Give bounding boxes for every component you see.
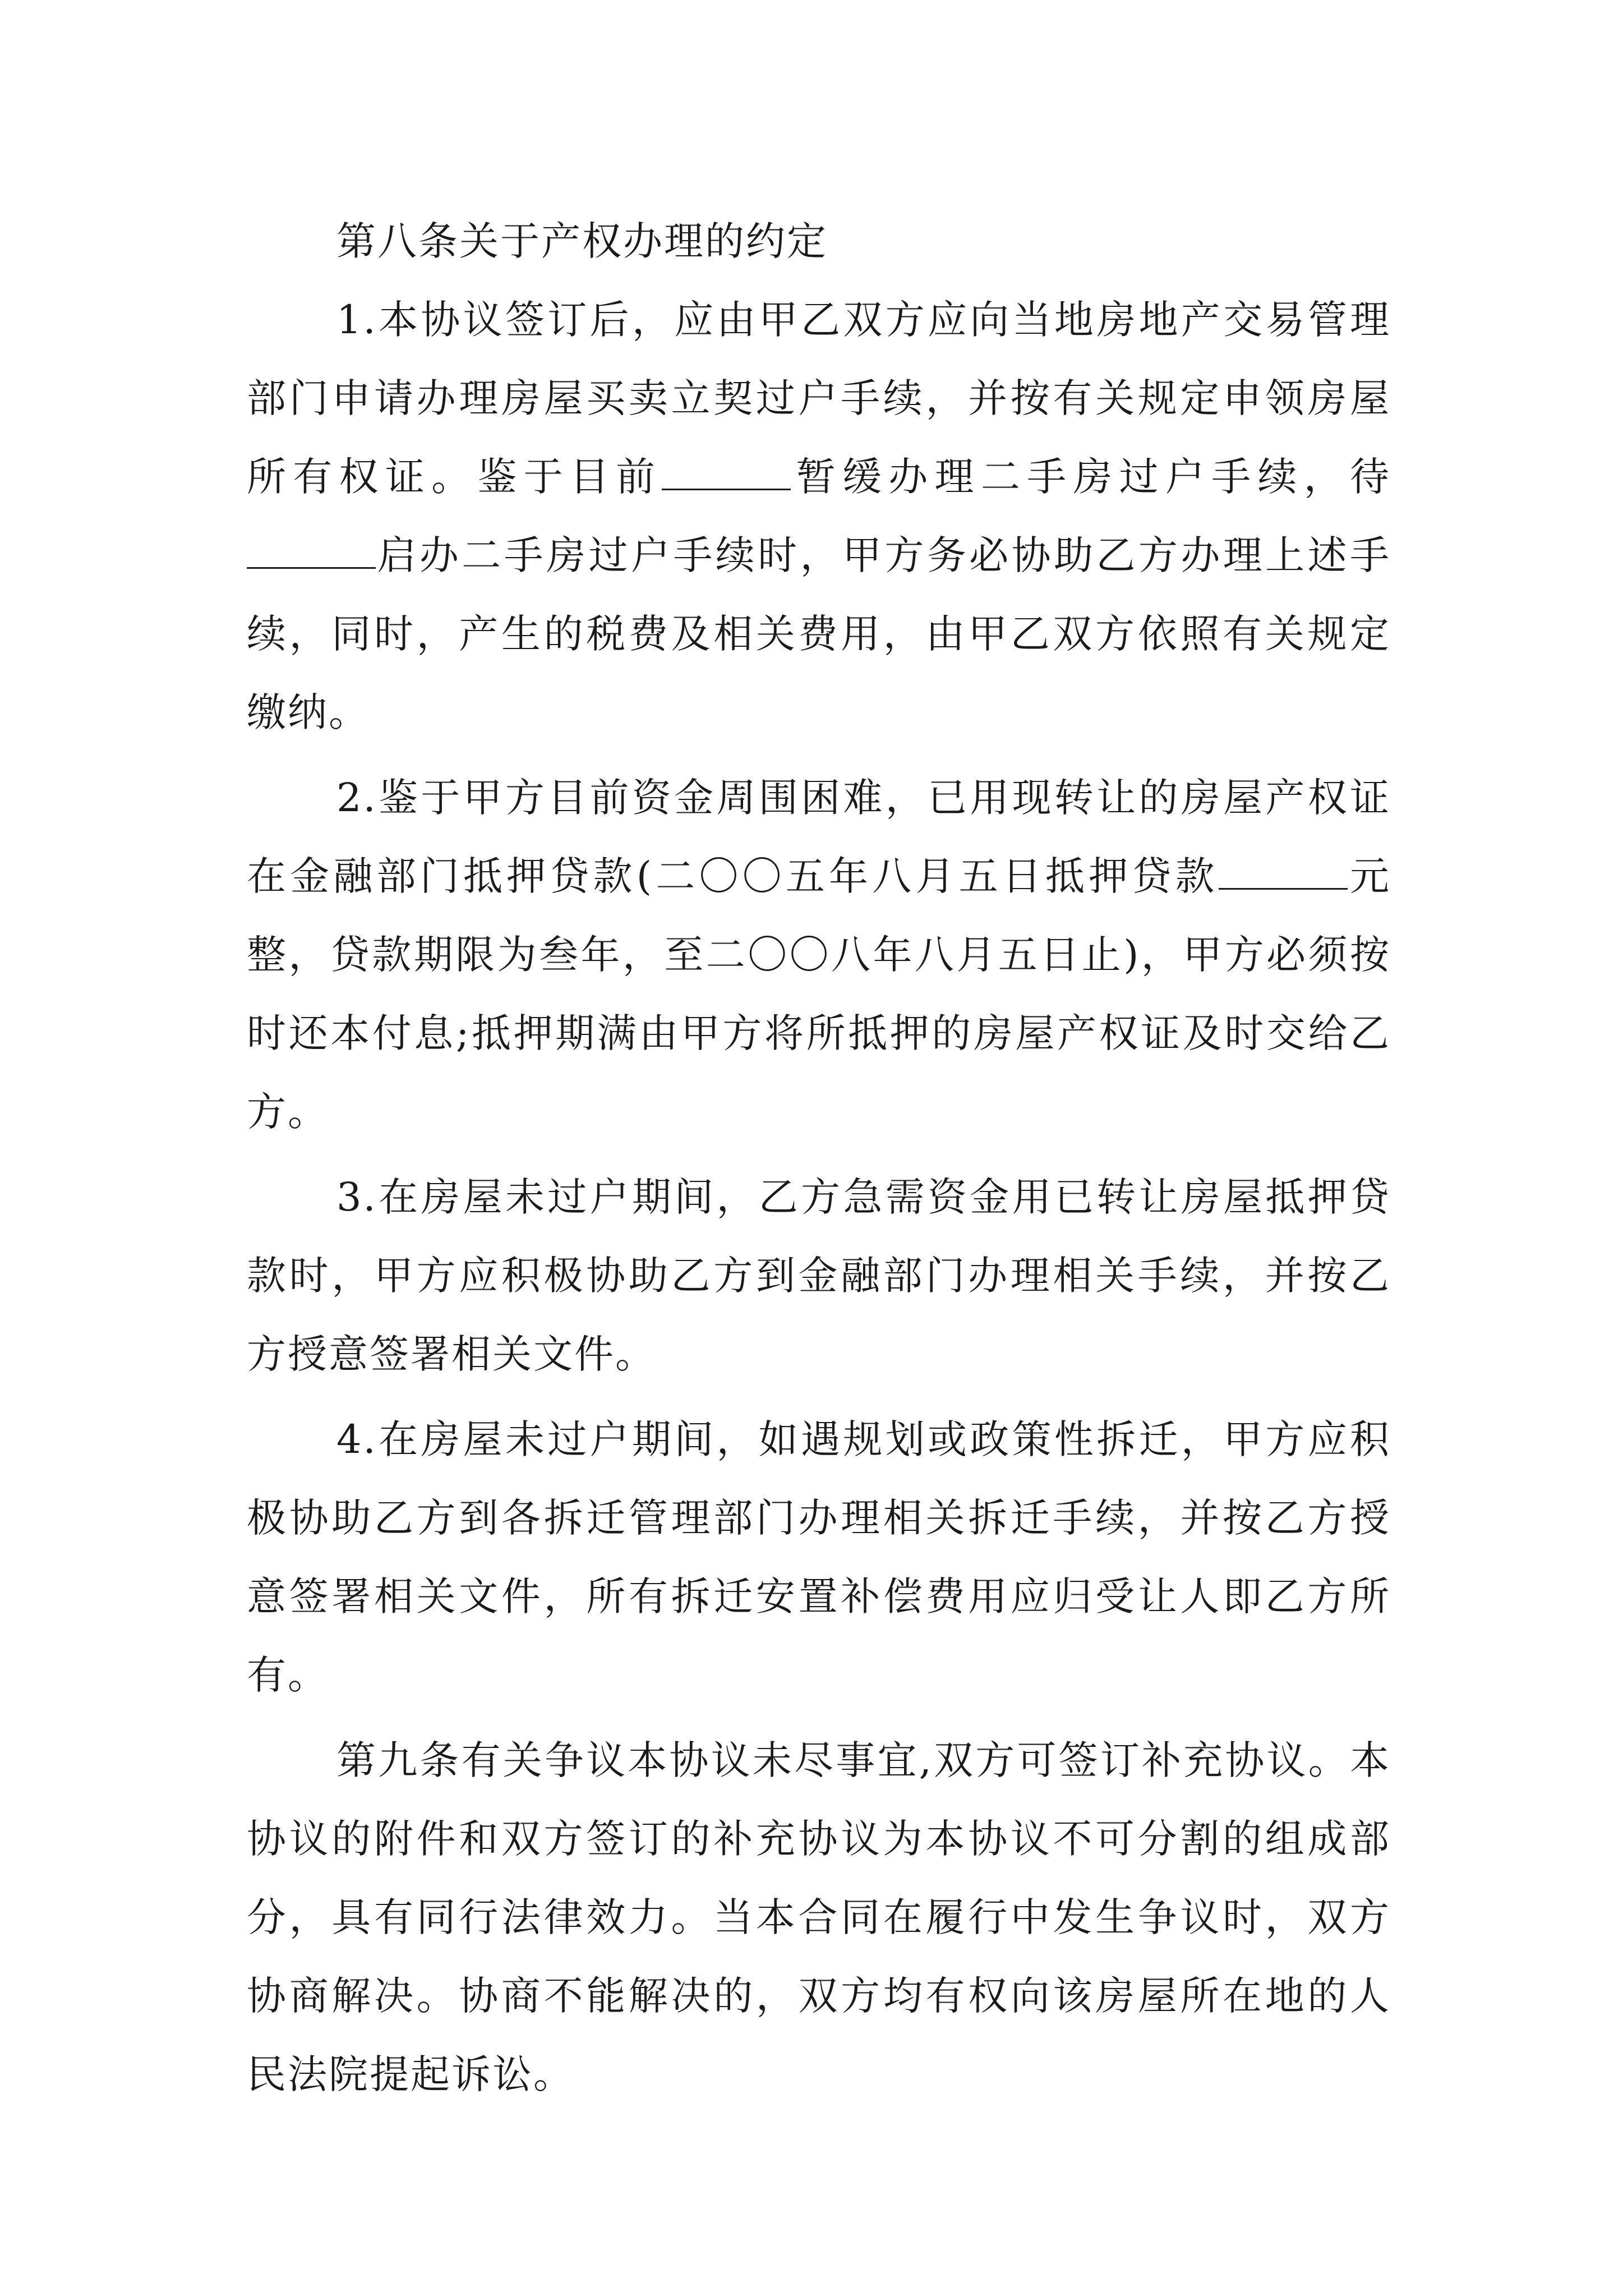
- blank-field-2[interactable]: [247, 536, 376, 569]
- clause-1-text-c: 启办二手房过户手续时，甲方务必协助乙方办理上述手续，同时，产生的税费及相关费用，由甲乙双方依照有关规定缴纳。: [247, 532, 1391, 735]
- blank-field-1[interactable]: [662, 457, 791, 490]
- clause-1-text-b: 暂缓办理二手房过户手续，待: [791, 454, 1391, 500]
- clause-1-paragraph: [247, 280, 1391, 752]
- clause-2-text-a: 2.鉴于甲方目前资金周围困难，已用现转让的房屋产权证在金融部门抵押贷款(二〇〇五年八月五日抵押贷款: [247, 775, 1391, 899]
- clause-2-text-b: 元整，贷款期限为叁年，至二〇〇八年八月五日止)，甲方必须按时还本付息;抵押期满由甲方将所抵押的房屋产权证及时交给乙方。: [247, 853, 1391, 1135]
- clause-4-paragraph: 4.在房屋未过户期间，如遇规划或政策性拆迁，甲方应积极协助乙方到各拆迁管理部门办理相关拆迁手续，并按乙方授意签署相关文件，所有拆迁安置补偿费用应归受让人即乙方所有。: [247, 1416, 1391, 1698]
- clause-3-paragraph: 3.在房屋未过户期间，乙方急需资金用已转让房屋抵押贷款时，甲方应积极协助乙方到金融部门办理相关手续，并按乙方授意签署相关文件。: [247, 1174, 1391, 1377]
- clause-2-paragraph: [247, 758, 1391, 1151]
- document-body: [247, 202, 1391, 2114]
- article-8-heading: 第八条关于产权办理的约定: [336, 218, 828, 264]
- clause-1-text-a: 1.本协议签订后，应由甲乙双方应向当地房地产交易管理部门申请办理房屋买卖立契过户手续，并按有关规定申领房屋所有权证。鉴于目前: [247, 297, 1391, 500]
- blank-field-3[interactable]: [1219, 857, 1348, 890]
- article-9-paragraph: 第九条有关争议本协议未尽事宜,双方可签订补充协议。本协议的附件和双方签订的补充协议为本协议不可分割的组成部分，具有同行法律效力。当本合同在履行中发生争议时，双方协商解决。协商不能解决的，双方均有权向该房屋所在地的人民法院提起诉讼。: [247, 1737, 1391, 2097]
